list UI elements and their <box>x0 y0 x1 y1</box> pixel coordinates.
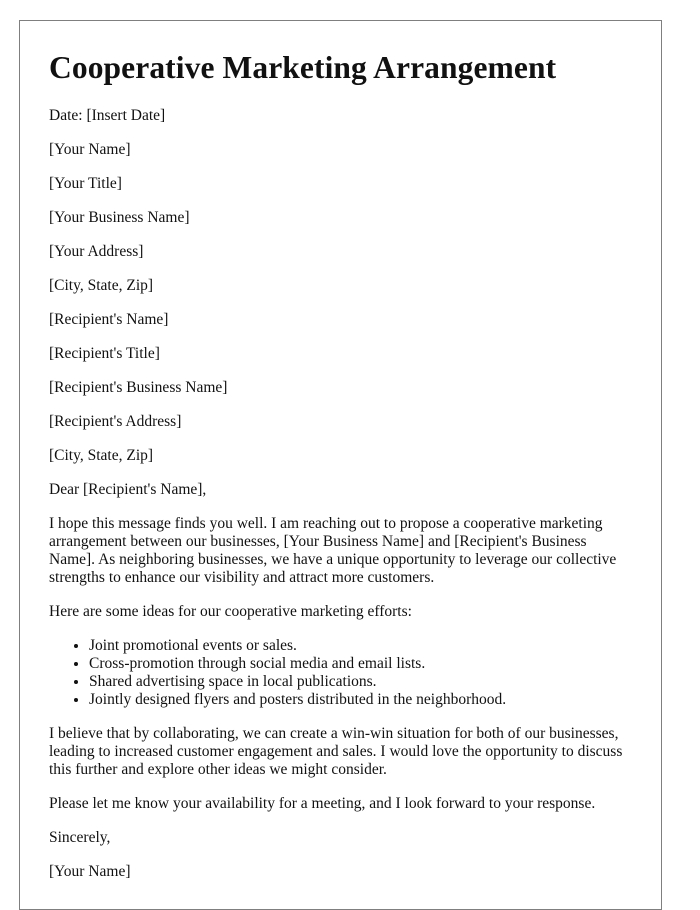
recipient-business: [Recipient's Business Name] <box>49 379 228 396</box>
sender-name: [Your Name] <box>49 141 131 158</box>
sender-title: [Your Title] <box>49 175 122 192</box>
recipient-name: [Recipient's Name] <box>49 311 169 328</box>
greeting: Dear [Recipient's Name], <box>49 481 207 498</box>
list-item: • Shared advertising space in local publications. <box>89 673 632 691</box>
signoff: Sincerely, <box>49 829 111 846</box>
ideas-intro: Here are some ideas for our cooperative marketing efforts: <box>49 603 412 620</box>
list-item: • Jointly designed flyers and posters distributed in the neighborhood. <box>89 691 632 709</box>
list-item: • Cross-promotion through social media and email lists. <box>89 655 632 673</box>
closing-request: Please let me know your availability for a meeting, and I look forward to your response. <box>49 795 596 812</box>
intro-paragraph: I hope this message finds you well. I am reaching out to propose a cooperative marketing arrangement between our businesses, [Your Business Name] and [Recipient's Business Name]. As neighboring businesses, we have a unique opportunity to leverage our collective strengths to enhance our visibility and attract more customers. <box>49 515 617 586</box>
signature-name: [Your Name] <box>49 863 131 880</box>
letter-page <box>19 20 662 910</box>
recipient-city: [City, State, Zip] <box>49 447 154 464</box>
list-item: • Joint promotional events or sales. <box>89 637 632 655</box>
date-line: Date: [Insert Date] <box>49 107 166 124</box>
recipient-address: [Recipient's Address] <box>49 413 182 430</box>
recipient-title: [Recipient's Title] <box>49 345 160 362</box>
sender-address: [Your Address] <box>49 243 144 260</box>
letter-title: Cooperative Marketing Arrangement <box>49 50 557 85</box>
belief-paragraph: I believe that by collaborating, we can create a win-win situation for both of our businesses, leading to increased customer engagement and sales. I would love the opportunity to discuss this further and explore other ideas we might consider. <box>49 725 623 778</box>
ideas-list <box>49 637 632 709</box>
sender-city: [City, State, Zip] <box>49 277 154 294</box>
sender-business: [Your Business Name] <box>49 209 190 226</box>
